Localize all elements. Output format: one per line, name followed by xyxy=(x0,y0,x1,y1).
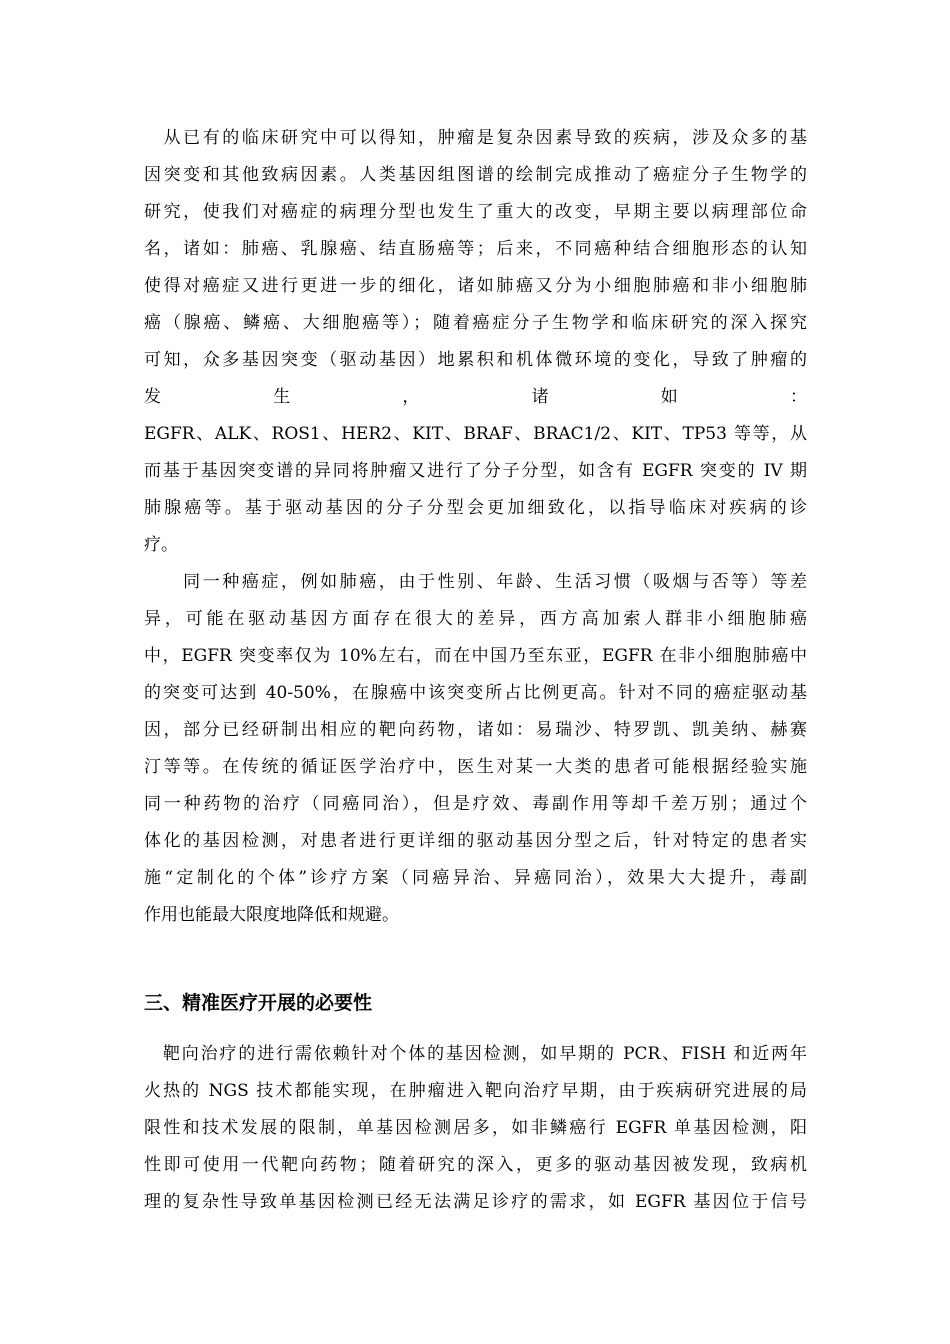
paragraph-2-line-9: 施“定制化的个体”诊疗方案（同癌异治、异癌同治），效果大大提升，毒副 xyxy=(144,868,807,888)
paragraph-1-line-4: 名，诸如：肺癌、乳腺癌、结直肠癌等；后来，不同癌种结合细胞形态的认知 xyxy=(144,239,807,259)
paragraph-1-line-6: 癌（腺癌、鳞癌、大细胞癌等）；随着癌症分子生物学和临床研究的深入探究 xyxy=(144,313,807,333)
paragraph-2-line-2: 异，可能在驱动基因方面存在很大的差异，西方高加索人群非小细胞肺癌 xyxy=(144,609,807,629)
section-paragraph-line-5: 理的复杂性导致单基因检测已经无法满足诊疗的需求，如 EGFR 基因位于信号 xyxy=(144,1192,807,1212)
paragraph-2-line-6: 汀等等。在传统的循证医学治疗中，医生对某一大类的患者可能根据经验实施 xyxy=(144,757,807,777)
paragraph-1-line-9: EGFR、ALK、ROS1、HER2、KIT、BRAF、BRAC1/2、KIT、TP53 等等，从 xyxy=(144,424,807,444)
paragraph-1-line-10: 而基于基因突变谱的异同将肿瘤又进行了分子分型，如含有 EGFR 突变的 IV 期 xyxy=(144,461,807,481)
section-paragraph-line-3: 限性和技术发展的限制，单基因检测居多，如非鳞癌行 EGFR 单基因检测，阳 xyxy=(144,1118,807,1138)
section-paragraph-line-1: 靶向治疗的进行需依赖针对个体的基因检测，如早期的 PCR、FISH 和近两年 xyxy=(144,1044,807,1064)
paragraph-1-line-12: 疗。 xyxy=(144,535,178,555)
paragraph-1-line-5: 使得对癌症又进行更进一步的细化，诸如肺癌又分为小细胞肺癌和非小细胞肺 xyxy=(144,276,807,296)
paragraph-1-line-7: 可知，众多基因突变（驱动基因）地累积和机体微环境的变化，导致了肿瘤的 xyxy=(144,350,807,370)
paragraph-1-line-11: 肺腺癌等。基于驱动基因的分子分型会更加细致化，以指导临床对疾病的诊 xyxy=(144,498,807,518)
paragraph-1-line-8: 发生，诸如： xyxy=(144,387,807,407)
paragraph-2-line-1: 同一种癌症，例如肺癌，由于性别、年龄、生活习惯（吸烟与否等）等差 xyxy=(144,572,807,592)
section-paragraph-line-2: 火热的 NGS 技术都能实现，在肿瘤进入靶向治疗早期，由于疾病研究进展的局 xyxy=(144,1081,807,1101)
section-paragraph-line-4: 性即可使用一代靶向药物；随着研究的深入，更多的驱动基因被发现，致病机 xyxy=(144,1155,807,1175)
paragraph-1-line-3: 研究，使我们对癌症的病理分型也发生了重大的改变，早期主要以病理部位命 xyxy=(144,202,807,222)
paragraph-2-line-3: 中，EGFR 突变率仅为 10%左右，而在中国乃至东亚，EGFR 在非小细胞肺癌中 xyxy=(144,646,807,666)
paragraph-2-line-4: 的突变可达到 40-50%，在腺癌中该突变所占比例更高。针对不同的癌症驱动基 xyxy=(144,683,807,703)
paragraph-2-line-10: 作用也能最大限度地降低和规避。 xyxy=(144,905,399,925)
section-title: 三、精准医疗开展的必要性 xyxy=(144,992,373,1014)
paragraph-1-line-2: 因突变和其他致病因素。人类基因组图谱的绘制完成推动了癌症分子生物学的 xyxy=(144,165,807,185)
paragraph-2-line-5: 因，部分已经研制出相应的靶向药物，诸如：易瑞沙、特罗凯、凯美纳、赫赛 xyxy=(144,720,807,740)
paragraph-1-line-1: 从已有的临床研究中可以得知，肿瘤是复杂因素导致的疾病，涉及众多的基 xyxy=(144,128,807,148)
paragraph-2-line-8: 体化的基因检测，对患者进行更详细的驱动基因分型之后，针对特定的患者实 xyxy=(144,831,807,851)
paragraph-2-line-7: 同一种药物的治疗（同癌同治），但是疗效、毒副作用等却千差万别；通过个 xyxy=(144,794,807,814)
